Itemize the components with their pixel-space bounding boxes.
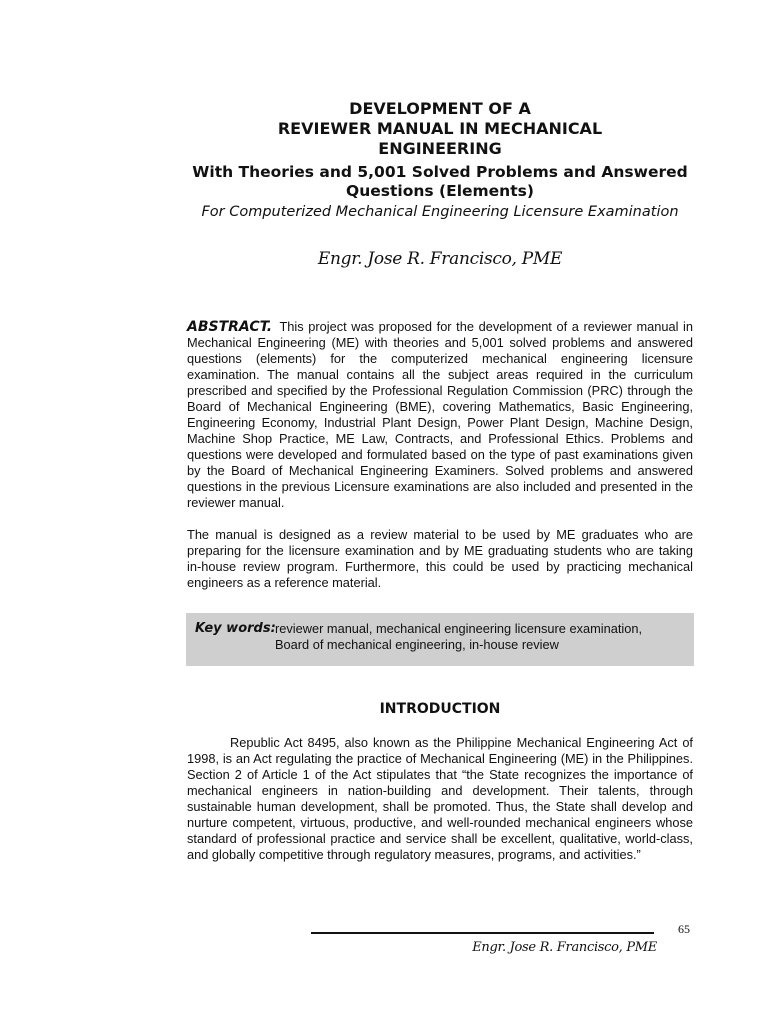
title-line-2: REVIEWER MANUAL IN MECHANICAL <box>277 119 603 138</box>
keywords-line-1: reviewer manual, mechanical engineering licensure examination, <box>275 621 643 636</box>
abstract-paragraph <box>187 319 693 511</box>
abstract-text: This project was proposed for the development of a reviewer manual in Mechanical Engineering (ME) with theories and 5,001 solved problems and answered questions (elements) for the computerized mechanical engineering licensure examination. The manual contains all the subject areas required in the curriculum prescribed and specified by the Professional Regulation Commission (PRC) through the Board of Mechanical Engineering (BME), covering Mathematics, Basic Engineering, Engineering Economy, Industrial Plant Design, Power Plant Design, Machine Design, Machine Shop Practice, ME Law, Contracts, and Professional Ethics. Problems and questions were developed and formulated based on the type of past examinations given by the Board of Mechanical Engineering Examiners. Solved problems and answered questions in the previous Licensure examinations are also included and presented in the reviewer manual. <box>187 319 694 510</box>
subtitle-line-1: With Theories and 5,001 Solved Problems and Answered <box>192 163 688 181</box>
paper-subtitle <box>150 163 730 201</box>
introduction-paragraph: Republic Act 8495, also known as the Philippine Mechanical Engineering Act of 1998, is an Act regulating the practice of Mechanical Engineering (ME) in the Philippines. Section 2 of Article 1 of the Act stipulates that “the State recognizes the importance of mechanical engineers in nation-building and development. Their talents, through sustainable human development, shall be promoted. Thus, the State shall develop and nurture competent, virtuous, productive, and well-rounded mechanical engineers whose standard of professional practice and service shall be excellent, qualitative, world-class, and globally competitive through regulatory measures, programs, and activities.” <box>187 735 693 862</box>
keywords-label: Key words: <box>195 621 276 636</box>
paper-title <box>150 99 730 159</box>
footer-divider <box>311 932 654 934</box>
keywords-line-2: Board of mechanical engineering, in-house review <box>275 637 559 652</box>
author-name: Engr. Jose R. Francisco, PME <box>317 249 563 269</box>
page-number: 65 <box>678 922 690 936</box>
title-line-1: DEVELOPMENT OF A <box>349 99 531 118</box>
keywords-box <box>186 613 694 666</box>
abstract-label: ABSTRACT. <box>187 319 273 335</box>
footer-author: Engr. Jose R. Francisco, PME <box>472 940 657 955</box>
subtitle-line-2: Questions (Elements) <box>346 182 534 200</box>
purpose-line: For Computerized Mechanical Engineering Licensure Examination <box>201 204 679 220</box>
title-line-3: ENGINEERING <box>378 139 502 158</box>
introduction-heading: INTRODUCTION <box>379 701 501 717</box>
manual-paragraph: The manual is designed as a review material to be used by ME graduates who are preparing for the licensure examination and by ME graduating students who are taking in-house review program. Furthermore, this could be used by practicing mechanical engineers as a reference material. <box>187 527 693 590</box>
